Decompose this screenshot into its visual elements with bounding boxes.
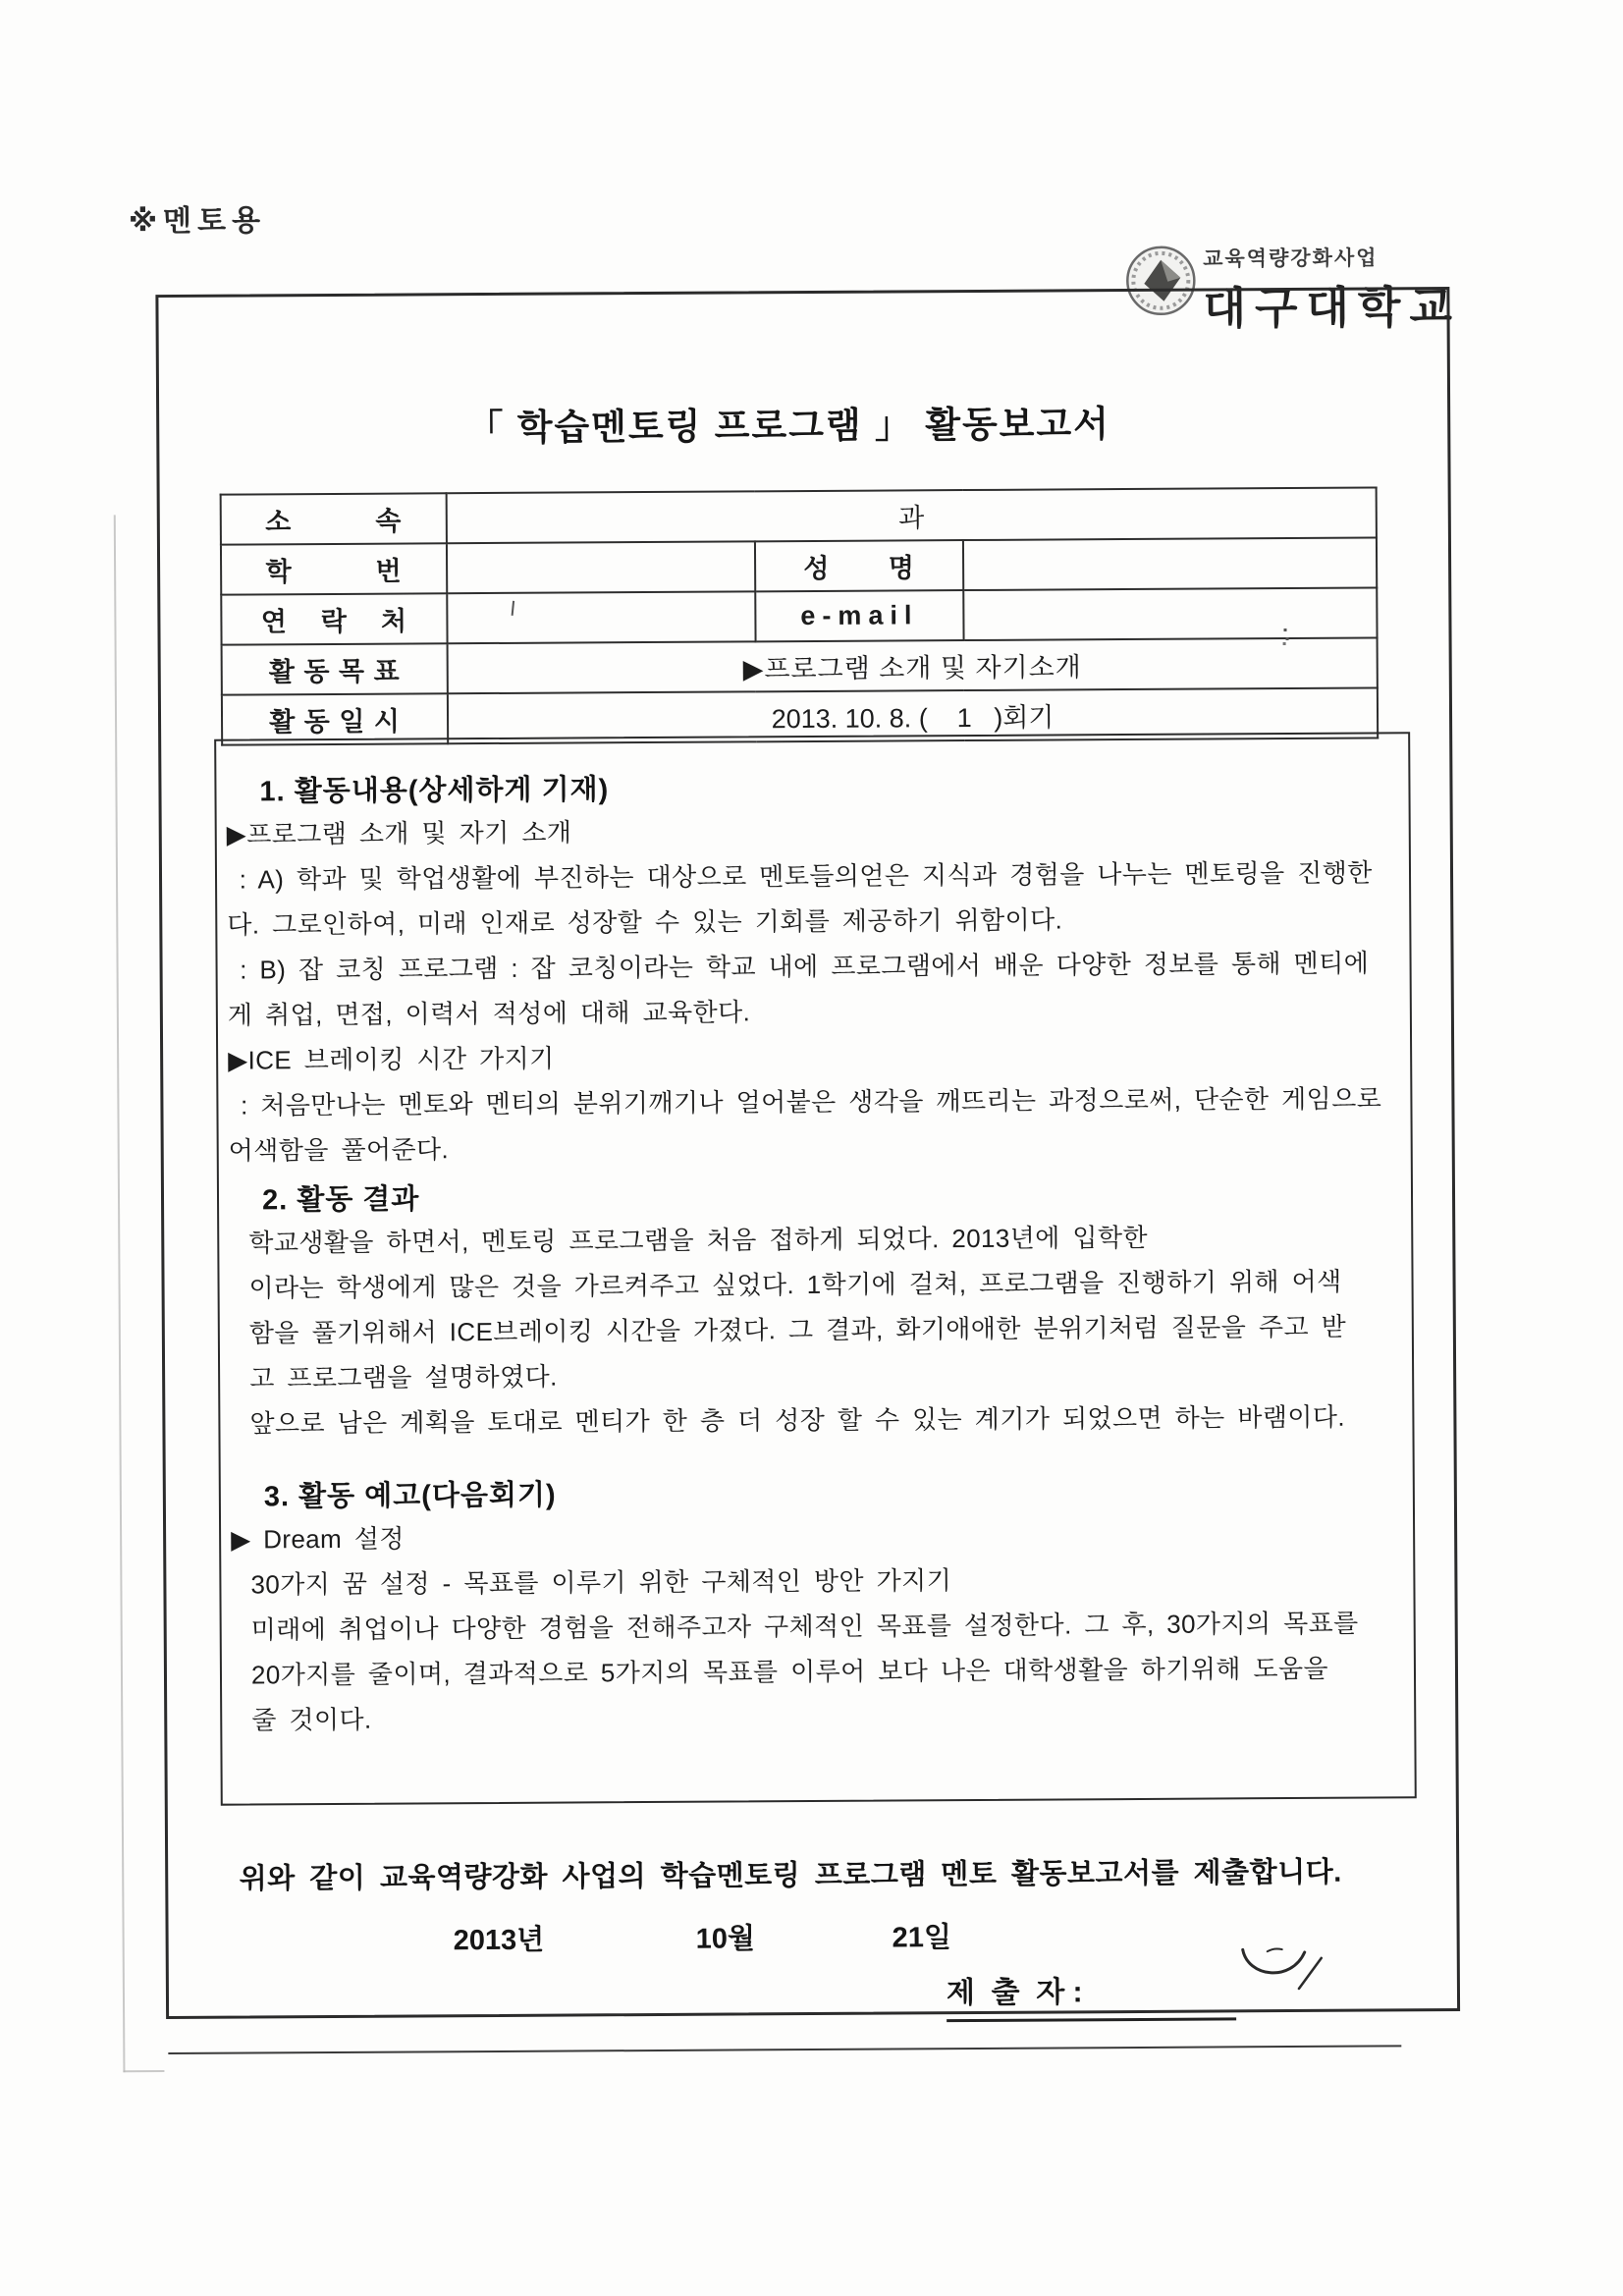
info-table [220, 486, 1380, 745]
section2-line: 이라는 학생에게 많은 것을 가르켜주고 싶었다. 1학기에 걸쳐, 프로그램을 진행하기 위해 어색 [248, 1266, 1342, 1303]
section2-line: 함을 풀기위해서 ICE브레이킹 시간을 가졌다. 그 결과, 화기애애한 분위기처럼 질문을 주고 받 [248, 1311, 1347, 1348]
section3-line: 20가지를 줄이며, 결과적으로 5가지의 목표를 이루어 보다 나은 대학생활을 하기위해 도움을 [250, 1653, 1329, 1690]
activity-date-label: 활 동 일 시 [222, 693, 448, 744]
contact-label: 연 락 처 [221, 593, 447, 644]
handwritten-signature-mark [1236, 1940, 1334, 1997]
section2-line: 학교생활을 하면서, 멘토링 프로그램을 처음 접하게 되었다. 2013년에 입학한 [248, 1222, 1149, 1258]
activity-content-box [214, 732, 1417, 1805]
email-value [963, 587, 1377, 640]
section1-line: 게 취업, 면접, 이력서 적성에 대해 교육한다. [227, 997, 751, 1030]
section2-line: 앞으로 남은 계획을 토대로 멘티가 한 층 더 성장 할 수 있는 계기가 되었으면 하는 바램이다. [249, 1401, 1346, 1439]
submitter-label: 제 출 자 : [947, 1966, 1236, 2022]
table-row-activity-goal [222, 637, 1378, 694]
report-frame [155, 287, 1460, 2019]
section3-line: 30가지 꿈 설정 - 목표를 이루기 위한 구체적인 방안 가지기 [250, 1565, 952, 1600]
affiliation-value: 과 [447, 487, 1377, 543]
section1-line: 다. 그로인하여, 미래 인재로 성장할 수 있는 기회를 제공하기 위함이다. [227, 904, 1063, 940]
section1-line: : A) 학과 및 학업생활에 부진하는 대상으로 멘토들의얻은 지식과 경험을 나누는 멘토링을 진행한 [226, 857, 1373, 895]
section1-line: ▶ICE 브레이킹 시간 가지기 [228, 1043, 555, 1075]
scan-page-edge-corner [123, 2070, 164, 2072]
table-row-affiliation [221, 487, 1377, 544]
scan-artifact [1283, 629, 1286, 631]
submission-statement: 위와 같이 교육역량강화 사업의 학습멘토링 프로그램 멘토 활동보고서를 제출합니다. [239, 1856, 1342, 1895]
date-year: 2013년 [453, 1924, 545, 1957]
scan-page-edge [114, 515, 126, 2072]
date-day: 21일 [892, 1922, 952, 1954]
logo-university-name: 대구대학교 [1203, 281, 1462, 334]
section1-heading: 1. 활동내용(상세하게 기재) [259, 774, 610, 808]
section1-line: 어색함을 풀어준다. [228, 1134, 450, 1166]
contact-value [447, 591, 755, 643]
student-id-label: 학 번 [221, 543, 447, 594]
section3-line: 줄 것이다. [251, 1704, 372, 1735]
name-label: 성 명 [755, 540, 963, 591]
section2-heading: 2. 활동 결과 [261, 1183, 420, 1217]
affiliation-label: 소 속 [221, 493, 447, 544]
name-value [963, 537, 1377, 590]
bottom-border-line [168, 2045, 1401, 2054]
table-row-student-id [221, 537, 1377, 594]
table-row-contact [221, 587, 1377, 644]
section2-line: 고 프로그램을 설명하였다. [249, 1361, 558, 1394]
section1-line: : 처음만나는 멘토와 멘티의 분위기깨기나 얼어붙은 생각을 깨뜨리는 과정으로써, 단순한 게임으로 [228, 1083, 1382, 1121]
student-id-value [447, 541, 755, 593]
section3-heading: 3. 활동 예고(다음회기) [263, 1479, 557, 1513]
section3-line: ▶ Dream 설정 [231, 1523, 405, 1555]
report-title: 「 학습멘토링 프로그램 」 활동보고서 [466, 404, 1111, 449]
activity-goal-label: 활 동 목 표 [222, 643, 448, 694]
section1-line: : B) 잡 코칭 프로그램 : 잡 코칭이라는 학교 내에 프로그램에서 배운 다양한 정보를 통해 멘티에 [227, 948, 1370, 985]
corner-note: ※멘토용 [128, 204, 267, 239]
section1-line: ▶프로그램 소개 및 자기 소개 [226, 817, 572, 849]
activity-goal-value: ▶프로그램 소개 및 자기소개 [448, 637, 1378, 693]
activity-date-value: 2013. 10. 8. ( 1 )회기 [448, 687, 1378, 743]
logo-program-name: 교육역량강화사업 [1203, 246, 1379, 271]
email-label: e-mail [755, 590, 963, 641]
section3-line: 미래에 취업이나 다양한 경험을 전해주고자 구체적인 목표를 설정한다. 그 후, 30가지의 목표를 [250, 1608, 1359, 1645]
date-month: 10월 [695, 1923, 756, 1955]
